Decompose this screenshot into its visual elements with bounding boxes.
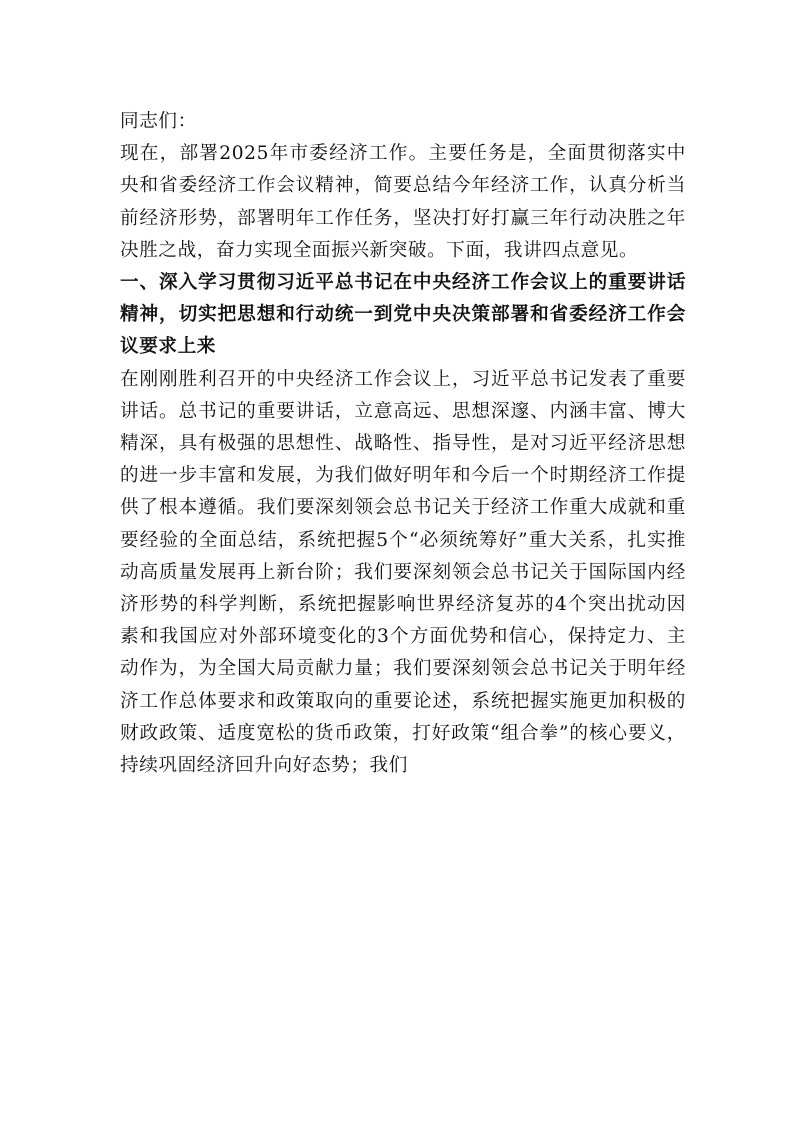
salutation: 同志们： bbox=[120, 111, 197, 132]
section-heading-1: 一、深入学习贯彻习近平总书记在中央经济工作会议上的重要讲话精神，切实把思想和行动统一到党中央决策部署和省委经济工作会议要求上来 bbox=[120, 272, 686, 358]
section-1-paragraph: 在刚刚胜利召开的中央经济工作会议上，习近平总书记发表了重要讲话。总书记的重要讲话，立意高远、思想深邃、内涵丰富、博大精深，具有极强的思想性、战略性、指导性，是对习近平经济思想的进一步丰富和发展，为我们做好明年和今后一个时期经济工作提供了根本遵循。我们要深刻领会总书记关于经济工作重大成就和重要经验的全面总结，系统把握5个“必须统筹好”重大关系，扎实推动高质量发展再上新台阶；我们要深刻领会总书记关于国际国内经济形势的科学判断，系统把握影响世界经济复苏的4个突出扰动因素和我国应对外部环境变化的3个方面优势和信心，保持定力、主动作为，为全国大局贡献力量；我们要深刻领会总书记关于明年经济工作总体要求和政策取向的重要论述，系统把握实施更加积极的财政政策、适度宽松的货币政策，打好政策“组合拳”的核心要义，持续巩固经济回升向好态势；我们 bbox=[120, 368, 686, 777]
intro-paragraph: 现在，部署2025年市委经济工作。主要任务是，全面贯彻落实中央和省委经济工作会议精神，简要总结今年经济工作，认真分析当前经济形势，部署明年工作任务，坚决打好打赢三年行动决胜之年决胜之战，奋力实现全面振兴新突破。下面，我讲四点意见。 bbox=[120, 143, 686, 261]
document-body bbox=[120, 106, 686, 782]
